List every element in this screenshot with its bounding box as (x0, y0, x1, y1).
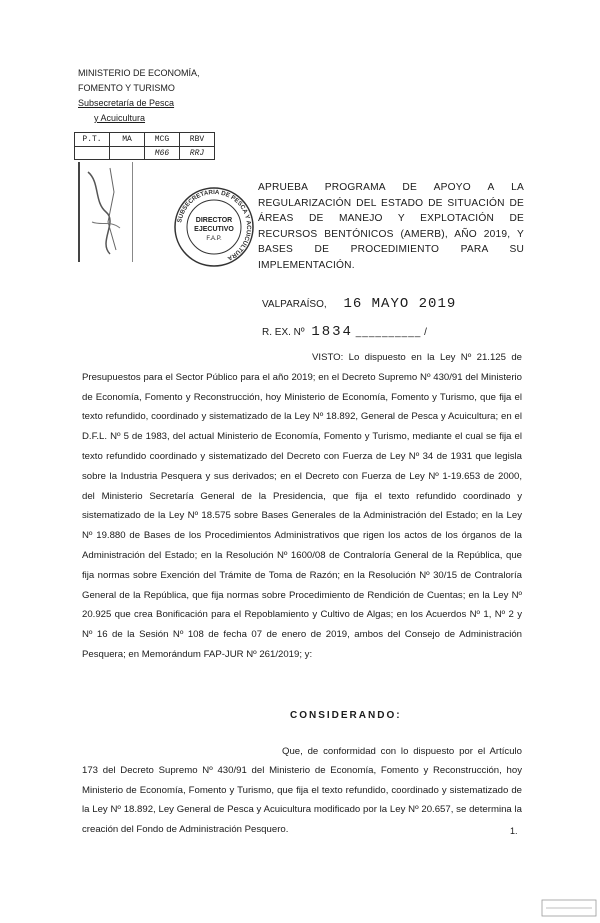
place: VALPARAÍSO, (262, 299, 327, 310)
seal-line-1: DIRECTOR (195, 217, 233, 224)
place-date-line (262, 296, 456, 312)
ministry-line-1: MINISTERIO DE ECONOMÍA, (78, 68, 200, 78)
approval-signature-cell: RRJ (180, 147, 215, 160)
dotted-line: __________ (355, 327, 422, 338)
approval-header-cell: P.T. (75, 133, 110, 147)
approval-header-cell: RBV (180, 133, 215, 147)
subsecretaria-line-2: y Acuicultura (94, 113, 146, 123)
visto-paragraph: VISTO: Lo dispuesto en la Ley Nº 21.125 de Presupuestos para el Sector Público para el año 2019; en el Decreto Supremo Nº 430/91 del Ministerio de Economía, Fomento y Reconstrucción, hoy Ministerio de Economía, Fomento y Turismo, que fija el texto refundido, coordinado y sistematizado de la Ley Nº 18.892, General de Pesca y Acuicultura; en el D.F.L. Nº 5 de 1983, del actual Ministerio de Economía, Fomento y Turismo, mediante el cual se fija el texto refundido coordinado y sistematizado del Decreto con Fuerza de Ley Nº 34 de 1931 que legisla sobre la Industria Pesquera y sus derivados; en el Decreto con Fuerza de Ley Nº 1-19.653 de 2000, del Ministerio Secretaría General de la Presidencia, que fija el texto refundido coordinado y sistematizado de la Ley Nº 18.575 sobre Bases Generales de la Administración del Estado; en la Ley Nº 19.880 de Bases de los Procedimientos Administrativos que rigen los actos de los órganos de la Administración del Estado; en la Resolución Nº 1600/08 de Contraloría General de la República, que fija normas sobre Exención del Trámite de Toma de Razón; en la Resolución Nº 30/15 de Contraloría General de la República, que fija normas sobre Procedimiento de Rendición de Cuentas; en la Ley Nº 20.925 que crea Bonificación para el Repoblamiento y Cultivo de Algas; en los Acuerdos Nº 1, Nº 2 y Nº 16 de la Sesión Nº 108 de fecha 07 de enero de 2019, ambos del Consejo de Administración Pesquera; en Memorándum FAP-JUR Nº 261/2019; y: (82, 352, 522, 660)
resolution-number-line (262, 324, 427, 340)
letterhead (78, 66, 228, 126)
vertical-stamp-image (78, 162, 133, 262)
seal-stamp-icon (173, 186, 255, 268)
approval-header-cell: MA (110, 133, 145, 147)
resolution-suffix: / (424, 327, 427, 338)
resolution-prefix: R. EX. Nº (262, 327, 305, 338)
seal-line-3: F.A.P. (206, 236, 222, 242)
scribble-stamp-icon (80, 162, 132, 262)
seal-outer-text: SUBSECRETARIA DE PESCA Y ACUICULTURA (176, 188, 253, 262)
ministry-line-2: FOMENTO Y TURISMO (78, 83, 175, 93)
approval-signature-cell (110, 147, 145, 160)
seal-line-2: EJECUTIVO (194, 226, 234, 233)
resolution-subject: APRUEBA PROGRAMA DE APOYO A LA REGULARIZACIÓN DEL ESTADO DE SITUACIÓN DE ÁREAS DE MANEJO Y EXPLOTACIÓN DE RECURSOS BENTÓNICOS (AMERB), AÑO 2019, Y BASES DE PROCEDIMIENTO PARA SU IMPLEMENTACIÓN. (258, 182, 524, 271)
approval-table (74, 132, 215, 160)
approval-header-cell: MCG (145, 133, 180, 147)
scan-mark-icon (540, 896, 598, 918)
resolution-number: 1834 (311, 324, 353, 340)
page-number: 1. (510, 826, 518, 836)
director-seal (173, 186, 255, 268)
considerando-heading: CONSIDERANDO: (290, 710, 402, 721)
subsecretaria-line-1: Subsecretaría de Pesca (78, 98, 175, 108)
considerando-paragraph: Que, de conformidad con lo dispuesto por el Artículo 173 del Decreto Supremo Nº 430/91 del Ministerio de Economía, Fomento y Reconstrucción, hoy Ministerio de Economía, Fomento y Turismo, que fija el texto refundido, coordinado y sistematizado de la Ley Nº 18.892, Ley General de Pesca y Acuicultura modificado por la Ley Nº 20.657, se determina la creación del Fondo de Administración Pesquero. (82, 746, 522, 835)
resolution-date: 16 MAYO 2019 (343, 296, 457, 312)
corner-stamp-image (540, 896, 598, 918)
approval-signature-cell: M66 (145, 147, 180, 160)
approval-signature-cell (75, 147, 110, 160)
